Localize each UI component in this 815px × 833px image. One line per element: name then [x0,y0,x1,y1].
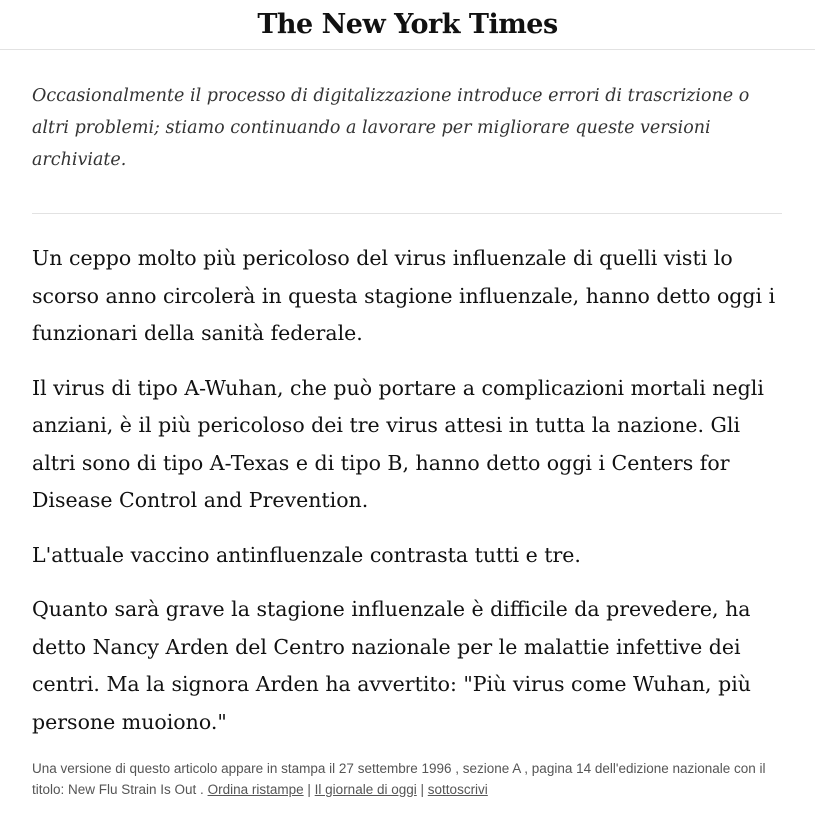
order-reprints-link[interactable]: Ordina ristampe [207,782,304,797]
print-text: Una versione di questo articolo appare in stampa il 27 settembre 1996 , sezione A , pagina 14 dell'edizione nazionale con il titolo: New Flu Strain Is Out . [32,761,766,797]
print-info [32,758,782,800]
separator: | [307,782,311,797]
paragraph: L'attuale vaccino antinfluenzale contrasta tutti e tre. [32,542,581,567]
subscribe-link[interactable]: sottoscrivi [427,782,488,797]
digitization-note: Occasionalmente il processo di digitalizzazione introduce errori di trascrizione o altri problemi; stiamo continuando a lavorare per migliorare queste versioni archiviate. [32,80,782,214]
separator: | [420,782,425,797]
todays-paper-link[interactable]: Il giornale di oggi [314,782,417,797]
nyt-logo[interactable]: The New York Times [257,9,558,40]
masthead [0,0,815,50]
article-body [32,240,782,741]
paragraph: Quanto sarà grave la stagione influenzale è difficile da prevedere, ha detto Nancy Arden del Centro nazionale per le malattie infettive dei centri. Ma la signora Arden ha avvertito: "Più virus come Wuhan, più persone muoiono." [32,597,751,734]
paragraph: Un ceppo molto più pericoloso del virus influenzale di quelli visti lo scorso anno circolerà in questa stagione influenzale, hanno detto oggi i funzionari della sanità federale. [32,246,776,345]
paragraph: Il virus di tipo A-Wuhan, che può portare a complicazioni mortali negli anziani, è il più pericoloso dei tre virus attesi in tutta la nazione. Gli altri sono di tipo A-Texas e di tipo B, hanno detto oggi i Centers for Disease Control and Prevention. [32,375,764,512]
